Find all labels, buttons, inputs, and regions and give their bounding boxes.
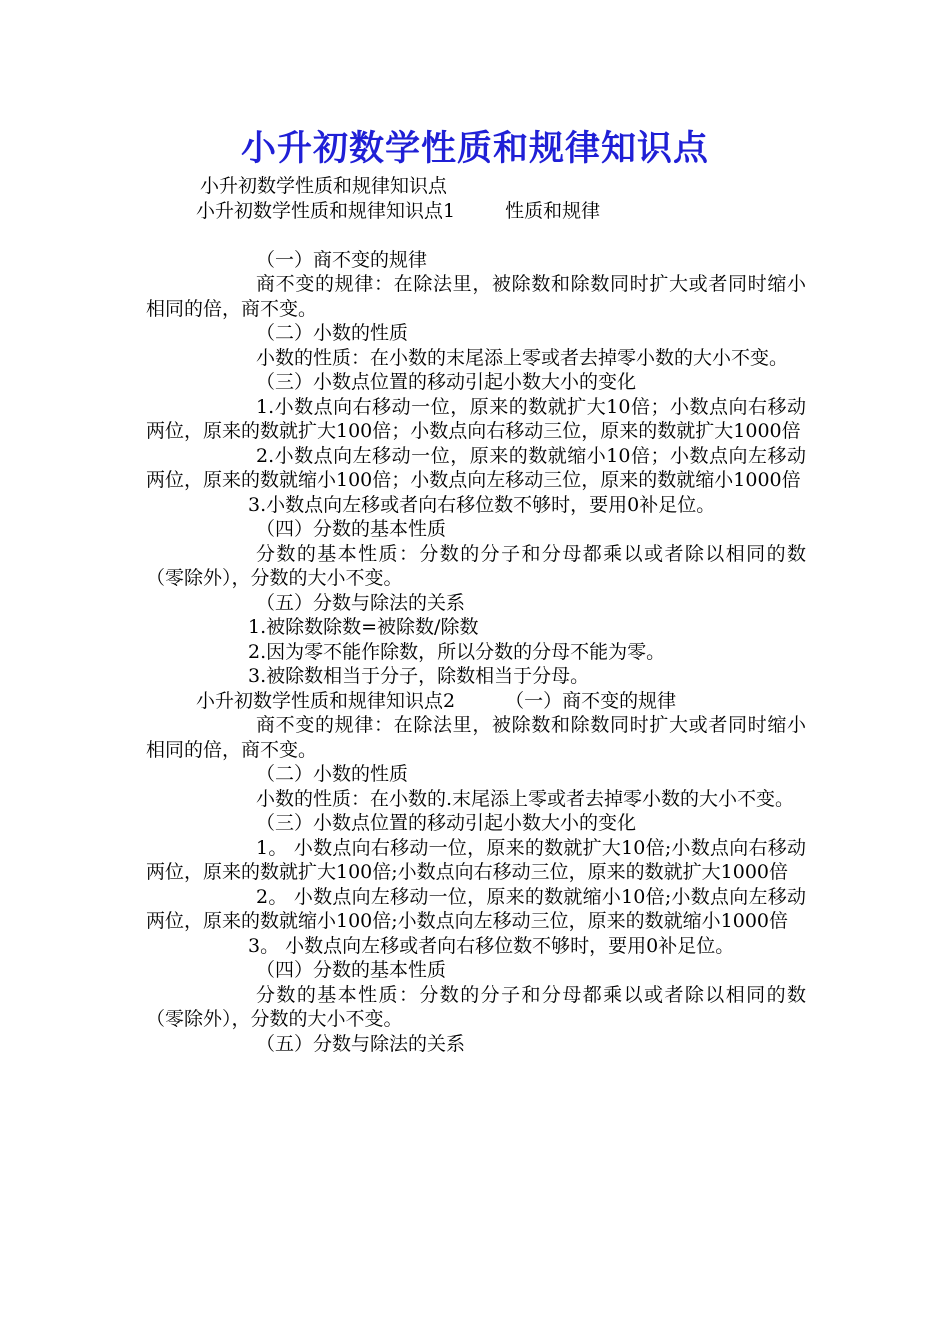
section1-heading-line [146, 199, 806, 224]
section1-heading: 小升初数学性质和规律知识点1 [196, 199, 456, 222]
s1-heading-4: （四）分数的基本性质 [256, 518, 447, 540]
s2-paragraph-3a: 1。 小数点向右移动一位，原来的数就扩大10倍;小数点向右移动两位，原来的数就扩大100倍;小数点向右移动三位，原来的数就扩大1000倍 [146, 836, 806, 883]
s1-paragraph-1: 商不变的规律：在除法里，被除数和除数同时扩大或者同时缩小相同的倍，商不变。 [146, 273, 806, 320]
s1-paragraph-4: 分数的基本性质：分数的分子和分母都乘以或者除以相同的数（零除外），分数的大小不变。 [146, 542, 806, 589]
s1-paragraph-3b: 2.小数点向左移动一位，原来的数就缩小10倍；小数点向左移动两位，原来的数就缩小100倍；小数点向左移动三位，原来的数就缩小1000倍 [146, 444, 806, 491]
s1-heading-2: （二）小数的性质 [256, 322, 409, 344]
s1-heading-3: （三）小数点位置的移动引起小数大小的变化 [256, 371, 637, 393]
s1-paragraph-2: 小数的性质：在小数的末尾添上零或者去掉零小数的大小不变。 [256, 346, 789, 369]
document-body [146, 174, 806, 1056]
blank-line [146, 223, 806, 248]
s1-heading-5: （五）分数与除法的关系 [256, 591, 466, 614]
s2-heading-3: （三）小数点位置的移动引起小数大小的变化 [256, 812, 637, 834]
s2-paragraph-2: 小数的性质：在小数的.末尾添上零或者去掉零小数的大小不变。 [256, 787, 795, 810]
subtitle: 小升初数学性质和规律知识点 [200, 175, 448, 197]
section1-heading-tail: 性质和规律 [505, 199, 601, 222]
s1-item-5c: 3.被除数相当于分子，除数相当于分母。 [248, 665, 590, 687]
s2-heading-5: （五）分数与除法的关系 [256, 1032, 466, 1055]
s2-heading-2: （二）小数的性质 [256, 763, 409, 785]
s2-paragraph-4: 分数的基本性质：分数的分子和分母都乘以或者除以相同的数（零除外），分数的大小不变。 [146, 983, 806, 1030]
s1-item-5b: 2.因为零不能作除数，所以分数的分母不能为零。 [248, 640, 666, 663]
section2-heading: 小升初数学性质和规律知识点2 [196, 689, 456, 712]
section2-heading-line [146, 689, 806, 714]
s2-paragraph-3c: 3。 小数点向左移或者向右移位数不够时，要用0补足位。 [248, 934, 735, 957]
s2-heading-4: （四）分数的基本性质 [256, 959, 447, 981]
s2-paragraph-3b: 2。 小数点向左移动一位，原来的数就缩小10倍;小数点向左移动两位，原来的数就缩小100倍;小数点向左移动三位，原来的数就缩小1000倍 [146, 885, 806, 932]
s1-paragraph-3c: 3.小数点向左移或者向右移位数不够时，要用0补足位。 [248, 493, 716, 516]
document-title: 小升初数学性质和规律知识点 [240, 128, 709, 169]
s2-heading-1: （一）商不变的规律 [505, 689, 677, 712]
s1-item-5a: 1.被除数除数=被除数/除数 [248, 616, 479, 638]
s1-heading-1: （一）商不变的规律 [256, 248, 428, 271]
s2-paragraph-1: 商不变的规律：在除法里，被除数和除数同时扩大或者同时缩小相同的倍，商不变。 [146, 714, 806, 761]
s1-paragraph-3a: 1.小数点向右移动一位，原来的数就扩大10倍；小数点向右移动两位，原来的数就扩大100倍；小数点向右移动三位，原来的数就扩大1000倍 [146, 395, 806, 442]
